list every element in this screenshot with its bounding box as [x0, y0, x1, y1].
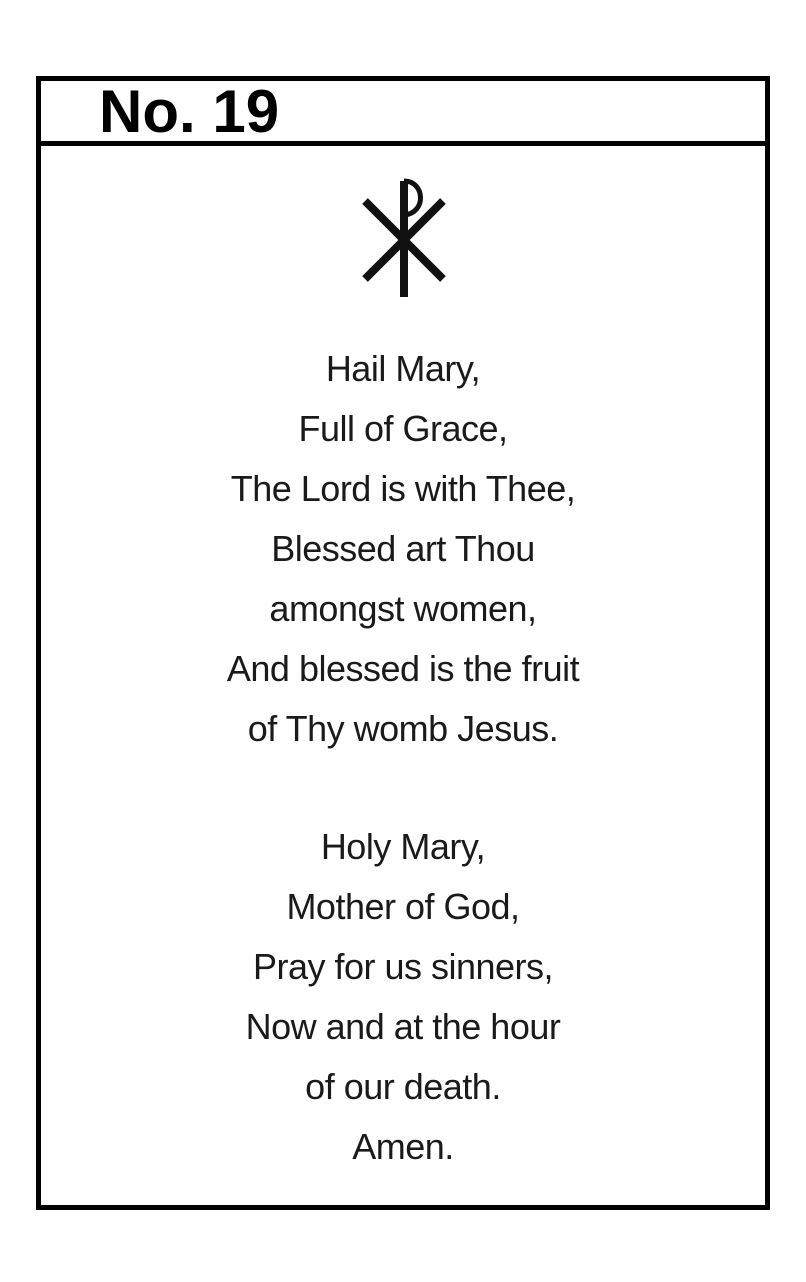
prayer-line: And blessed is the fruit — [226, 648, 580, 689]
prayer-stanza-1 — [41, 339, 765, 759]
prayer-line: of our death. — [305, 1066, 501, 1107]
chi-rho-icon — [359, 173, 449, 301]
prayer-stanza-2 — [41, 817, 765, 1177]
card-header — [41, 78, 765, 146]
card-number: No. 19 — [99, 78, 280, 145]
prayer-line: Blessed art Thou — [271, 528, 535, 569]
prayer-line: Mother of God, — [286, 886, 520, 927]
prayer-line: of Thy womb Jesus. — [247, 708, 559, 749]
prayer-card — [36, 76, 770, 1210]
prayer-line: The Lord is with Thee, — [230, 468, 576, 509]
prayer-line: Now and at the hour — [245, 1006, 561, 1047]
prayer-line: Holy Mary, — [320, 826, 486, 867]
prayer-line: Pray for us sinners, — [252, 946, 554, 987]
prayer-line: Hail Mary, — [325, 348, 481, 389]
prayer-line: Amen. — [352, 1126, 454, 1167]
prayer-line: Full of Grace, — [298, 408, 508, 449]
prayer-line: amongst women, — [269, 588, 537, 629]
